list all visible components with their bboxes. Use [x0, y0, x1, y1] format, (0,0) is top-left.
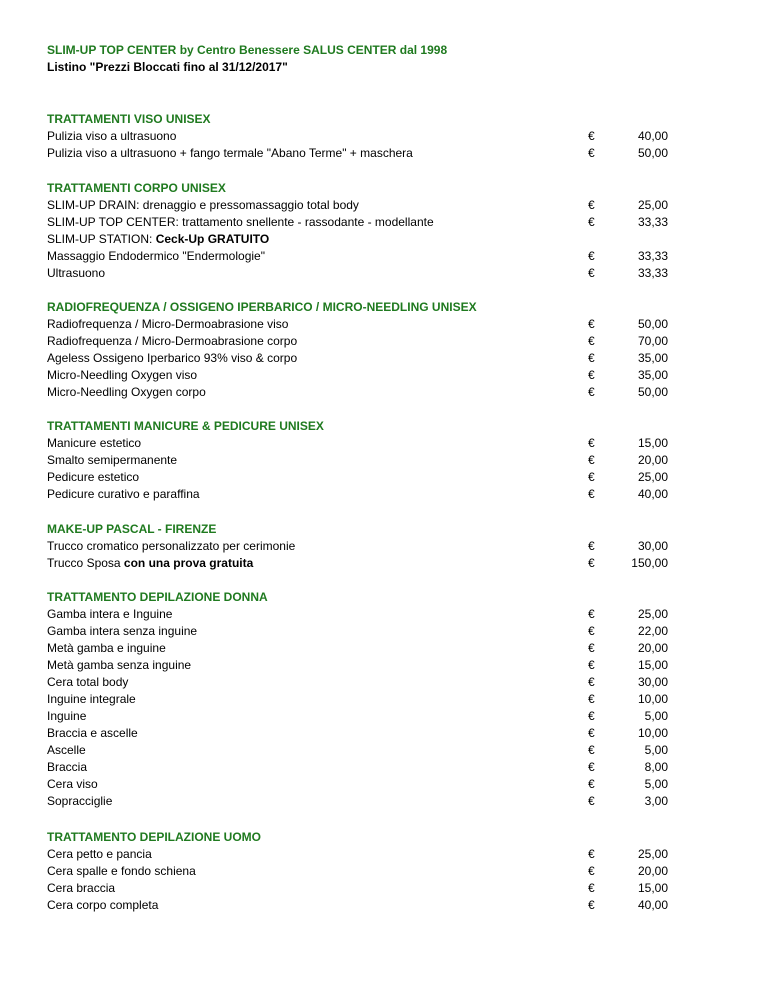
euro-sign: € — [588, 334, 595, 348]
price-item-label: Trucco Sposa con una prova gratuita — [47, 556, 254, 570]
price-value: 35,00 — [637, 368, 668, 382]
euro-sign: € — [588, 368, 595, 382]
price-value: 40,00 — [637, 129, 668, 143]
price-value: 50,00 — [637, 146, 668, 160]
header-line-1 — [47, 42, 447, 59]
price-item-label: Cera corpo completa — [47, 898, 159, 912]
price-value: 33,33 — [637, 266, 668, 280]
euro-sign: € — [588, 864, 595, 878]
price-value: 15,00 — [637, 436, 668, 450]
price-item-label: Micro-Needling Oxygen viso — [47, 368, 198, 382]
price-value: 50,00 — [637, 385, 668, 399]
euro-sign: € — [588, 556, 595, 570]
price-value: 30,00 — [637, 539, 668, 553]
header-line-2: Listino "Prezzi Bloccati fino al 31/12/2017" — [47, 60, 288, 74]
price-item-label: Metà gamba e inguine — [47, 641, 166, 655]
price-item-label: Inguine — [47, 709, 87, 723]
euro-sign: € — [588, 317, 595, 331]
price-item-label: Pulizia viso a ultrasuono — [47, 129, 177, 143]
price-value: 10,00 — [637, 726, 668, 740]
price-value: 50,00 — [637, 317, 668, 331]
price-item-label: Cera spalle e fondo schiena — [47, 864, 196, 878]
price-value: 3,00 — [644, 794, 668, 808]
price-item-label: Ageless Ossigeno Iperbarico 93% viso & corpo — [47, 351, 298, 365]
euro-sign: € — [588, 470, 595, 484]
price-item-label: Pedicure curativo e paraffina — [47, 487, 200, 501]
price-value: 5,00 — [644, 709, 668, 723]
price-item-label: Radiofrequenza / Micro-Dermoabrasione corpo — [47, 334, 298, 348]
section-title: TRATTAMENTO DEPILAZIONE UOMO — [47, 830, 261, 844]
price-item-label: Sopracciglie — [47, 794, 113, 808]
price-item-label: Micro-Needling Oxygen corpo — [47, 385, 206, 399]
price-value: 40,00 — [637, 487, 668, 501]
euro-sign: € — [588, 726, 595, 740]
header-center-name: Centro Benessere SALUS CENTER dal 1998 — [197, 43, 448, 57]
price-item-label: Cera total body — [47, 675, 129, 689]
section-title: TRATTAMENTI VISO UNISEX — [47, 112, 211, 126]
price-item-bold-note: con una prova gratuita — [123, 556, 254, 570]
price-value: 30,00 — [637, 675, 668, 689]
euro-sign: € — [588, 249, 595, 263]
price-value: 35,00 — [637, 351, 668, 365]
price-value: 20,00 — [637, 641, 668, 655]
euro-sign: € — [588, 607, 595, 621]
euro-sign: € — [588, 129, 595, 143]
euro-sign: € — [588, 675, 595, 689]
price-item-label: SLIM-UP DRAIN: drenaggio e pressomassaggio total body — [47, 198, 359, 212]
euro-sign: € — [588, 709, 595, 723]
price-item-label: Cera petto e pancia — [47, 847, 152, 861]
section-title: TRATTAMENTO DEPILAZIONE DONNA — [47, 590, 268, 604]
price-item-label: Gamba intera e Inguine — [47, 607, 173, 621]
price-item-label: Cera viso — [47, 777, 98, 791]
price-value: 20,00 — [637, 453, 668, 467]
header-by: by — [176, 43, 198, 57]
section-title: RADIOFREQUENZA / OSSIGENO IPERBARICO / MICRO-NEEDLING UNISEX — [47, 300, 477, 314]
price-value: 20,00 — [637, 864, 668, 878]
price-item-label: Pedicure estetico — [47, 470, 140, 484]
euro-sign: € — [588, 487, 595, 501]
euro-sign: € — [588, 215, 595, 229]
price-value: 25,00 — [637, 470, 668, 484]
euro-sign: € — [588, 385, 595, 399]
price-item-label: SLIM-UP TOP CENTER: trattamento snellente - rassodante - modellante — [47, 215, 434, 229]
price-item-label: Braccia — [47, 760, 88, 774]
euro-sign: € — [588, 453, 595, 467]
price-item-bold-note: Ceck-Up GRATUITO — [155, 232, 270, 246]
euro-sign: € — [588, 898, 595, 912]
price-value: 22,00 — [637, 624, 668, 638]
euro-sign: € — [588, 641, 595, 655]
euro-sign: € — [588, 794, 595, 808]
price-value: 25,00 — [637, 607, 668, 621]
euro-sign: € — [588, 760, 595, 774]
price-item-label: Manicure estetico — [47, 436, 142, 450]
euro-sign: € — [588, 539, 595, 553]
price-value: 25,00 — [637, 198, 668, 212]
euro-sign: € — [588, 198, 595, 212]
euro-sign: € — [588, 692, 595, 706]
euro-sign: € — [588, 624, 595, 638]
price-value: 150,00 — [631, 556, 668, 570]
price-value: 40,00 — [637, 898, 668, 912]
price-item-label: Smalto semipermanente — [47, 453, 178, 467]
price-item-label: Cera braccia — [47, 881, 116, 895]
price-value: 33,33 — [637, 215, 668, 229]
price-item-label: Metà gamba senza inguine — [47, 658, 192, 672]
price-item-label: Pulizia viso a ultrasuono + fango termale "Abano Terme" + maschera — [47, 146, 413, 160]
euro-sign: € — [588, 436, 595, 450]
price-item-label: Ascelle — [47, 743, 86, 757]
price-item-label: Gamba intera senza inguine — [47, 624, 198, 638]
euro-sign: € — [588, 266, 595, 280]
price-value: 15,00 — [637, 881, 668, 895]
section-title: MAKE-UP PASCAL - FIRENZE — [47, 522, 217, 536]
section-title: TRATTAMENTI MANICURE & PEDICURE UNISEX — [47, 419, 324, 433]
price-item-label: SLIM-UP STATION: Ceck-Up GRATUITO — [47, 232, 270, 246]
header-brand: SLIM-UP TOP CENTER — [47, 43, 177, 57]
price-value: 5,00 — [644, 743, 668, 757]
price-value: 33,33 — [637, 249, 668, 263]
price-value: 5,00 — [644, 777, 668, 791]
price-item-label: Trucco cromatico personalizzato per cerimonie — [47, 539, 296, 553]
euro-sign: € — [588, 777, 595, 791]
price-value: 8,00 — [644, 760, 668, 774]
price-value: 25,00 — [637, 847, 668, 861]
price-item-label: Braccia e ascelle — [47, 726, 138, 740]
price-item-label: Ultrasuono — [47, 266, 106, 280]
price-value: 70,00 — [637, 334, 668, 348]
price-item-label: Inguine integrale — [47, 692, 136, 706]
euro-sign: € — [588, 743, 595, 757]
euro-sign: € — [588, 658, 595, 672]
euro-sign: € — [588, 847, 595, 861]
price-value: 10,00 — [637, 692, 668, 706]
section-title: TRATTAMENTI CORPO UNISEX — [47, 181, 226, 195]
price-value: 15,00 — [637, 658, 668, 672]
euro-sign: € — [588, 881, 595, 895]
euro-sign: € — [588, 351, 595, 365]
price-item-label: Radiofrequenza / Micro-Dermoabrasione viso — [47, 317, 289, 331]
euro-sign: € — [588, 146, 595, 160]
price-item-label: Massaggio Endodermico "Endermologie" — [47, 249, 265, 263]
